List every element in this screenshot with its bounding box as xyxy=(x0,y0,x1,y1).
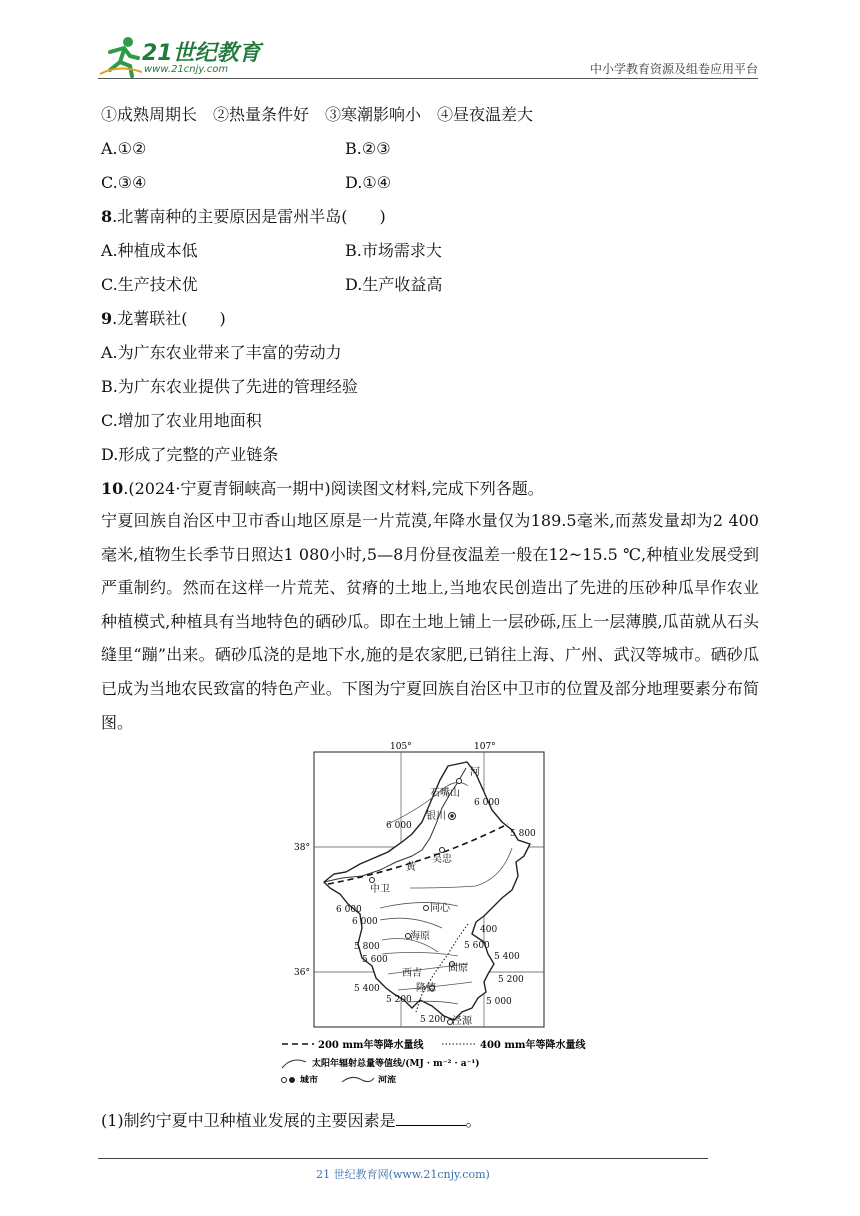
q9-option-c: C.增加了农业用地面积 xyxy=(101,411,262,430)
q10-stem xyxy=(101,479,544,499)
logo-text: 21世纪教育 xyxy=(142,41,261,66)
contour-label: 5 200 xyxy=(420,1015,446,1025)
q7-option-a: A.①② xyxy=(101,139,147,158)
q8-number: 8 xyxy=(101,207,113,226)
q7-option-c: C.③④ xyxy=(101,173,147,192)
legend-400-label: 400 mm年等降水量线 xyxy=(480,1040,586,1051)
place-yinchuan: 银川 xyxy=(426,811,446,822)
q8-stem xyxy=(101,207,386,227)
contour-label: 5 400 xyxy=(354,984,380,994)
contour-label: 5 200 xyxy=(498,975,524,985)
q10-material: 宁夏回族自治区中卫市香山地区原是一片荒漠,年降水量仅为189.5毫米,而蒸发量却为2 400毫米,植物生长季节日照达1 080小时,5—8月份昼夜温差一般在12~15.5 ℃,种植业发展受到严重制约。然而在这样一片荒芜、贫瘠的土地上,当地农民创造出了先进的压砂种瓜旱作农业种植模式,种植具有当地特色的硒砂瓜。即在土地上铺上一层砂砾,压上一层薄膜,瓜苗就从石头缝里“蹦”出来。硒砂瓜浇的是地下水,施的是农家肥,已销往上海、广州、武汉等城市。硒砂瓜已成为当地农民致富的特色产业。下图为宁夏回族自治区中卫市的位置及部分地理要素分布简图。 xyxy=(101,511,759,732)
q10-stem-text: .(2024·宁夏青铜峡高一期中)阅读图文材料,完成下列各题。 xyxy=(123,479,544,498)
legend-river-icon xyxy=(342,1077,374,1082)
q10-number: 10 xyxy=(101,479,124,498)
q7-statements: ①成熟周期长 ②热量条件好 ③寒潮影响小 ④昼夜温差大 xyxy=(101,105,534,124)
contour-label: 400 xyxy=(480,925,498,935)
place-longde: 隆德 xyxy=(416,983,436,994)
contour-label: 5 600 xyxy=(362,955,388,965)
q9-option-b: B.为广东农业提供了先进的管理经验 xyxy=(101,377,358,396)
place-wuzhong: 吴忠 xyxy=(432,854,452,865)
legend-radiation-label: 太阳年辐射总量等值线/(MJ · m⁻² · a⁻¹) xyxy=(312,1059,480,1069)
q8-option-a: A.种植成本低 xyxy=(101,241,198,260)
page-header xyxy=(98,34,758,78)
place-tongxin: 同心 xyxy=(430,903,450,914)
lat-label-38: 38° xyxy=(294,843,310,853)
map-legend xyxy=(282,1038,587,1083)
q9-option-a: A.为广东农业带来了丰富的劳动力 xyxy=(101,343,342,362)
legend-radiation-swatch xyxy=(282,1060,306,1068)
contour-label: 5 600 xyxy=(464,941,490,951)
legend-capital-icon xyxy=(290,1078,295,1083)
place-haiyuan: 海原 xyxy=(410,931,430,942)
header-platform-text: 中小学教育资源及组卷应用平台 xyxy=(589,62,758,76)
q10-sub1-end: 。 xyxy=(465,1111,482,1130)
contour-label: 6 000 xyxy=(336,905,362,915)
legend-river-label: 河流 xyxy=(378,1076,397,1083)
contour-label: 5 200 xyxy=(386,995,412,1005)
lat-label-36: 36° xyxy=(294,968,310,978)
contour-label: 5 000 xyxy=(486,997,512,1007)
contour-label: 6 000 xyxy=(386,821,412,831)
river-char-huang: 黄 xyxy=(406,862,416,873)
q8-stem-text: .北薯南种的主要原因是雷州半岛( ) xyxy=(112,207,386,226)
ningxia-map xyxy=(262,738,602,1083)
contour-label: 6 000 xyxy=(352,917,378,927)
q9-stem xyxy=(101,309,226,329)
q8-option-d: D.生产收益高 xyxy=(345,275,443,294)
contour-label: 6 000 xyxy=(474,798,500,808)
place-xiji: 西吉 xyxy=(402,968,422,979)
logo-url: www.21cnjy.com xyxy=(144,64,229,75)
legend-city-icon xyxy=(282,1078,287,1083)
q8-option-b: B.市场需求大 xyxy=(345,241,442,260)
q9-option-d: D.形成了完整的产业链条 xyxy=(101,445,279,464)
contour-label: 5 800 xyxy=(510,829,536,839)
q9-stem-text: .龙薯联社( ) xyxy=(112,309,226,328)
q10-sub1-text: (1)制约宁夏中卫种植业发展的主要因素是 xyxy=(101,1111,396,1130)
q10-sub1 xyxy=(101,1109,482,1131)
contour-label: 5 800 xyxy=(354,942,380,952)
place-jingyuan: 泾源 xyxy=(452,1016,472,1027)
q9-number: 9 xyxy=(101,309,113,328)
legend-city-label: 城市 xyxy=(300,1076,319,1083)
header-divider xyxy=(98,78,758,79)
site-logo xyxy=(98,34,268,78)
lon-label-107: 107° xyxy=(474,742,496,752)
place-guyuan: 固原 xyxy=(448,963,468,974)
legend-200-label: 200 mm年等降水量线 xyxy=(318,1040,424,1051)
lon-label-105: 105° xyxy=(390,742,412,752)
answer-blank[interactable] xyxy=(396,1109,466,1126)
place-shizuishan: 石嘴山 xyxy=(430,788,460,799)
footer-text: 21 世纪教育网(www.21cnjy.com) xyxy=(316,1168,490,1181)
contour-label: 5 400 xyxy=(494,952,520,962)
runner-logo-icon xyxy=(98,34,142,78)
footer-divider xyxy=(98,1158,708,1159)
q7-option-b: B.②③ xyxy=(345,139,391,158)
river-char-he: 河 xyxy=(470,767,480,778)
place-zhongwei: 中卫 xyxy=(370,884,390,895)
q7-option-d: D.①④ xyxy=(345,173,392,192)
q8-option-c: C.生产技术优 xyxy=(101,275,198,294)
